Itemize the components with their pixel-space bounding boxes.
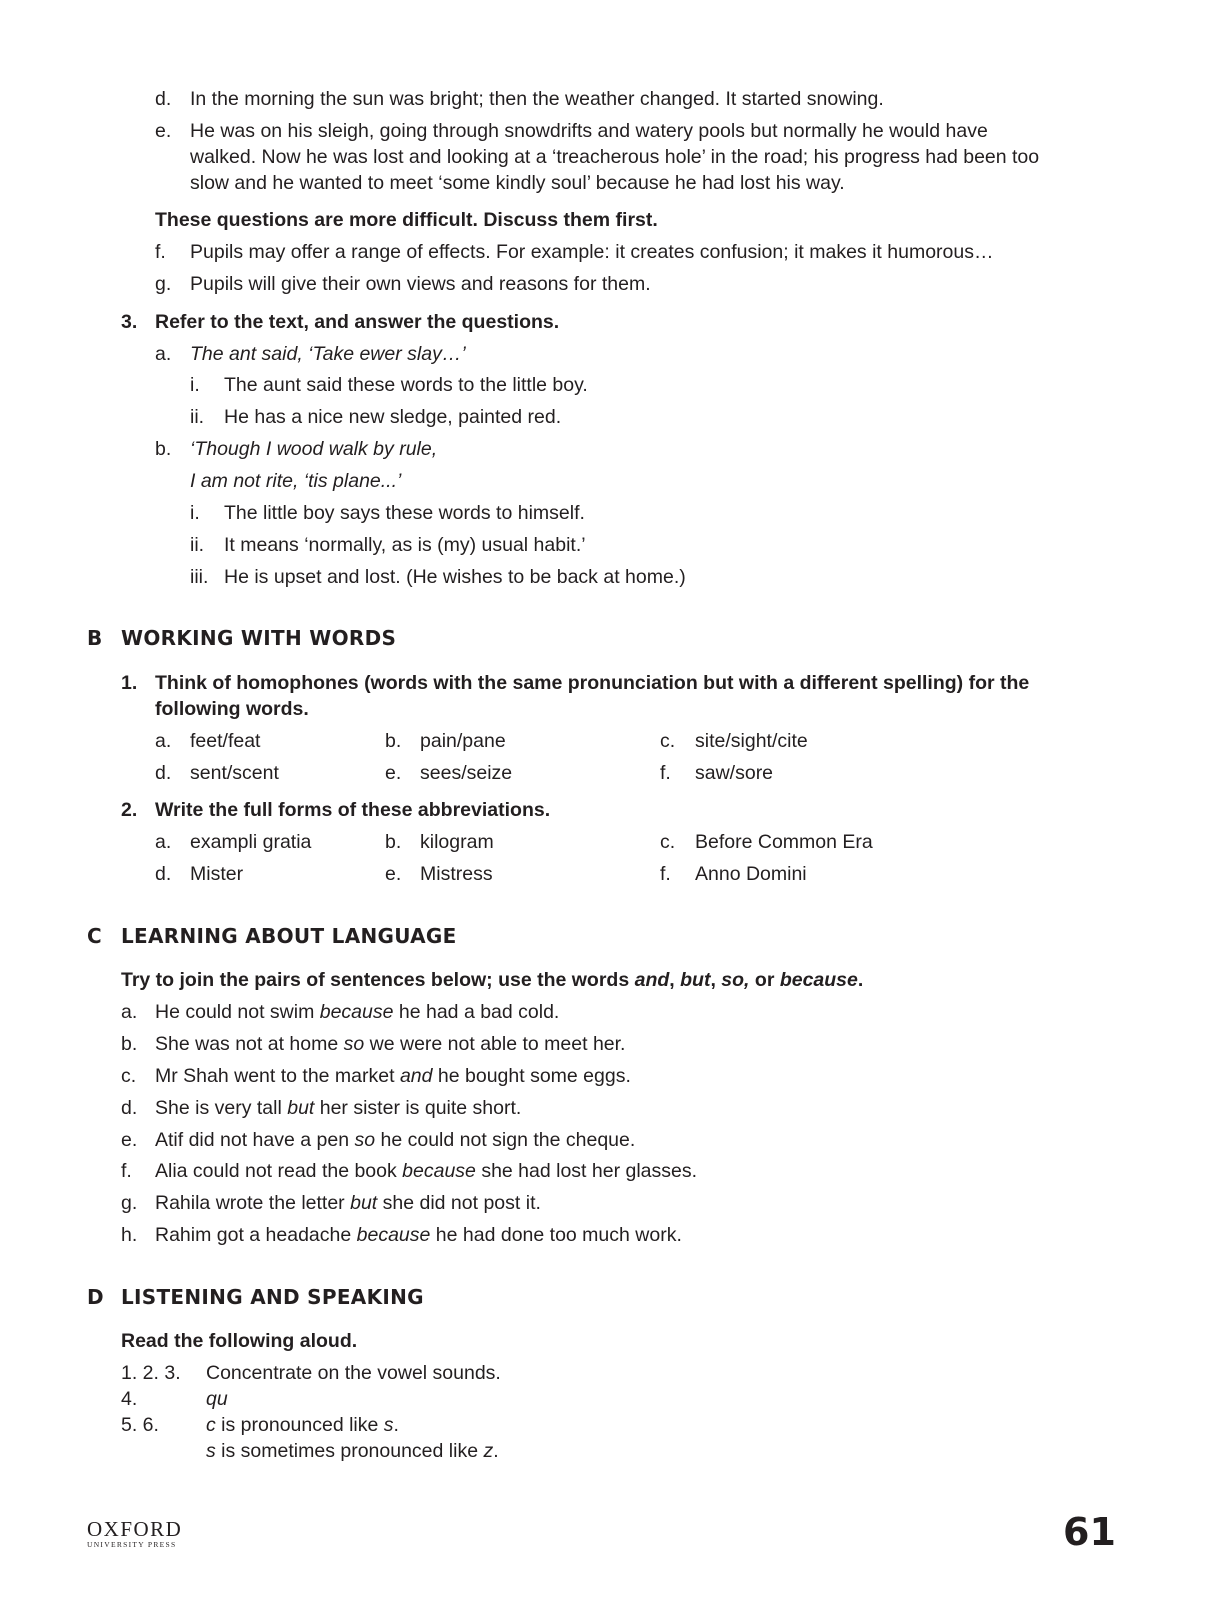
marker: a. — [155, 730, 172, 752]
sentence: Alia could not read the book because she had lost her glasses. — [155, 1160, 698, 1182]
answer-text: In the morning the sun was bright; then the weather changed. It started snowing. — [190, 88, 884, 110]
quote: I am not rite, ‘tis plane...’ — [190, 470, 402, 492]
marker: h. — [121, 1224, 138, 1246]
marker: a. — [155, 343, 172, 365]
marker: f. — [660, 762, 671, 784]
answer-text: He was on his sleigh, going through snowdrifts and watery pools but normally he would have — [190, 120, 988, 142]
marker: 4. — [121, 1388, 138, 1410]
sentence: She was not at home so we were not able to meet her. — [155, 1033, 626, 1055]
answer-text: kilogram — [420, 831, 494, 853]
marker: i. — [190, 374, 200, 396]
quote: ‘Though I wood walk by rule, — [190, 438, 438, 460]
note-heading: These questions are more difficult. Discuss them first. — [155, 209, 658, 231]
sentence: Mr Shah went to the market and he bought some eggs. — [155, 1065, 631, 1087]
marker: b. — [385, 831, 402, 853]
answer-text: s is sometimes pronounced like z. — [206, 1440, 499, 1462]
answer-text: sent/scent — [190, 762, 279, 784]
sentence: He could not swim because he had a bad cold. — [155, 1001, 560, 1023]
answer-text: It means ‘normally, as is (my) usual habit.’ — [224, 534, 586, 556]
answer-text: Anno Domini — [695, 863, 807, 885]
marker: c. — [121, 1065, 137, 1087]
marker: f. — [121, 1160, 132, 1182]
marker: f. — [155, 241, 166, 263]
publisher-logo: OXFORD — [87, 1517, 183, 1541]
answer-text: feet/feat — [190, 730, 261, 752]
question-title: Refer to the text, and answer the questions. — [155, 311, 560, 333]
marker: e. — [121, 1129, 138, 1151]
marker: b. — [121, 1033, 138, 1055]
marker: f. — [660, 863, 671, 885]
marker: d. — [155, 762, 172, 784]
sentence: She is very tall but her sister is quite short. — [155, 1097, 522, 1119]
sentence: Rahim got a headache because he had done too much work. — [155, 1224, 682, 1246]
marker: 1. 2. 3. — [121, 1362, 181, 1384]
sentence: Rahila wrote the letter but she did not post it. — [155, 1192, 541, 1214]
answer-text: c is pronounced like s. — [206, 1414, 399, 1436]
section-letter: D — [87, 1285, 104, 1309]
marker: a. — [155, 831, 172, 853]
marker: a. — [121, 1001, 138, 1023]
marker: b. — [385, 730, 402, 752]
marker: i. — [190, 502, 200, 524]
marker: c. — [660, 730, 676, 752]
answer-text: The little boy says these words to himself. — [224, 502, 585, 524]
section-title: WORKING WITH WORDS — [121, 626, 397, 650]
marker: e. — [385, 863, 402, 885]
marker: d. — [121, 1097, 138, 1119]
answer-text: Mistress — [420, 863, 493, 885]
marker: e. — [155, 120, 172, 142]
marker: ii. — [190, 534, 205, 556]
question-number: 3. — [121, 311, 138, 333]
marker: d. — [155, 863, 172, 885]
answer-text: saw/sore — [695, 762, 774, 784]
answer-text: sees/seize — [420, 762, 513, 784]
question-number: 1. — [121, 672, 138, 694]
marker: g. — [121, 1192, 138, 1214]
section-title: LEARNING ABOUT LANGUAGE — [121, 924, 457, 948]
question-title: Write the full forms of these abbreviations. — [155, 799, 551, 821]
instruction: Try to join the pairs of sentences below; use the words and, but, so, or because. — [121, 969, 864, 991]
section-letter: B — [87, 626, 103, 650]
answer-text: slow and he wanted to meet ‘some kindly soul’ because he had lost his way. — [190, 172, 845, 194]
answer-text: walked. Now he was lost and looking at a ‘treacherous hole’ in the road; his progress had been too — [190, 146, 1040, 168]
answer-text: He has a nice new sledge, painted red. — [224, 406, 562, 428]
sentence: Atif did not have a pen so he could not sign the cheque. — [155, 1129, 636, 1151]
answer-text: pain/pane — [420, 730, 506, 752]
instruction: Read the following aloud. — [121, 1330, 358, 1352]
marker: b. — [155, 438, 172, 460]
answer-text: Pupils may offer a range of effects. For example: it creates confusion; it makes it humorous… — [190, 241, 994, 263]
marker: ii. — [190, 406, 205, 428]
answer-text: qu — [206, 1388, 228, 1410]
marker: 5. 6. — [121, 1414, 159, 1436]
marker: d. — [155, 88, 172, 110]
answer-text: The aunt said these words to the little boy. — [224, 374, 588, 396]
section-letter: C — [87, 924, 102, 948]
answer-text: Pupils will give their own views and reasons for them. — [190, 273, 651, 295]
marker: iii. — [190, 566, 209, 588]
publisher-logo-subtitle: UNIVERSITY PRESS — [87, 1540, 177, 1549]
question-title: Think of homophones (words with the same pronunciation but with a different spelling) for the — [155, 672, 1030, 694]
question-number: 2. — [121, 799, 138, 821]
marker: g. — [155, 273, 172, 295]
section-title: LISTENING AND SPEAKING — [121, 1285, 424, 1309]
answer-text: Concentrate on the vowel sounds. — [206, 1362, 501, 1384]
marker: e. — [385, 762, 402, 784]
answer-text: He is upset and lost. (He wishes to be back at home.) — [224, 566, 686, 588]
marker: c. — [660, 831, 676, 853]
answer-text: site/sight/cite — [695, 730, 808, 752]
answer-text: exampli gratia — [190, 831, 312, 853]
quote: The ant said, ‘Take ewer slay…’ — [190, 343, 466, 365]
question-title: following words. — [155, 698, 309, 720]
answer-text: Before Common Era — [695, 831, 873, 853]
page-number: 61 — [1063, 1510, 1116, 1554]
answer-text: Mister — [190, 863, 244, 885]
